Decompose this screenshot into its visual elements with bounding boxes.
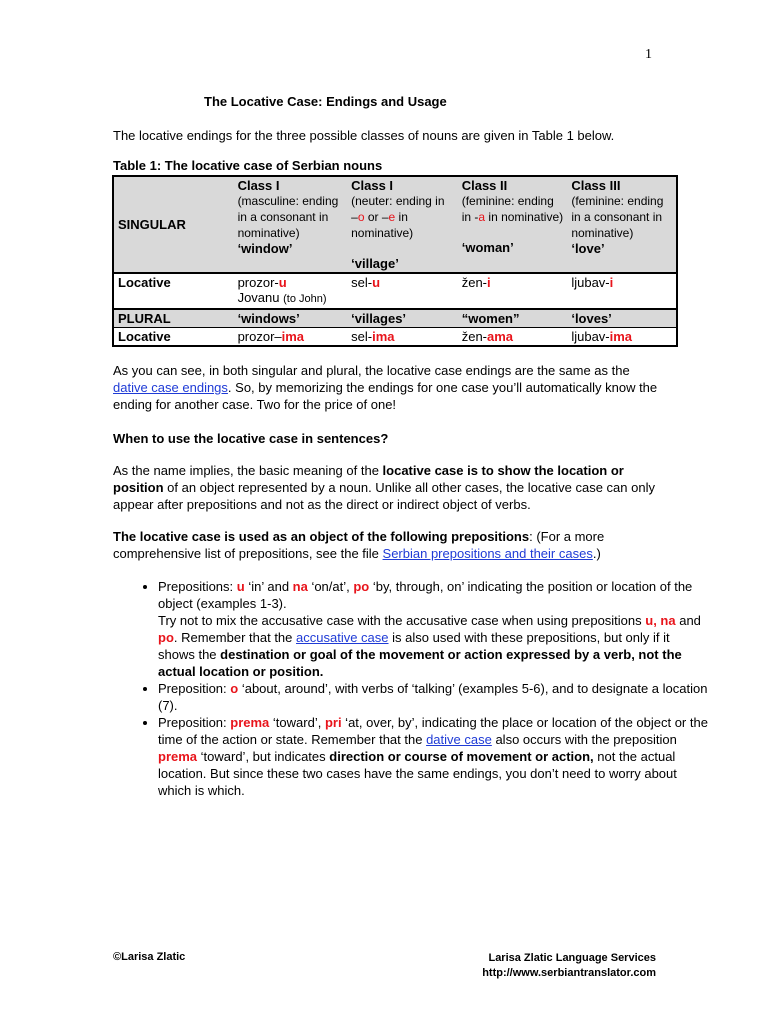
dative-endings-link[interactable]: dative case endings	[113, 380, 228, 395]
list-item-o: • Preposition: o ‘about, around’, with verbs of ‘talking’ (examples 5-6), and to designate a location (7).	[158, 680, 708, 714]
header-class1-neut: Class I (neuter: ending in –o or –e in nominative) ‘village’	[347, 176, 458, 273]
paragraph-meaning: As the name implies, the basic meaning of the locative case is to show the location or position of an object represented by a noun. Unlike all other cases, the locative case can only appear after prepositions and not as the direct or indirect object of verbs.	[113, 463, 655, 512]
prepositions-list	[113, 578, 708, 799]
dative-case-link[interactable]: dative case	[426, 732, 492, 747]
list-item-u-na-po: • Prepositions: u ‘in’ and na ‘on/at’, po ‘by, through, on’ indicating the position or location of the object (examples 1-3). Try not to mix the accusative case with the accusative case when using prepositions u, na and po. Remember that the accusative case is also used with these prepositions, but only if it shows the destination or goal of the movement or action expressed by a verb, not the actual location or position.	[158, 578, 708, 680]
paragraph-prepositions: The locative case is used as an object of the following prepositions: (For a more comprehensive list of prepositions, see the file Serbian prepositions and their cases.)	[113, 529, 605, 561]
document-title: The Locative Case: Endings and Usage	[204, 94, 447, 109]
footer-company	[474, 951, 656, 981]
page-number: 1	[645, 47, 652, 62]
intro-paragraph: The locative endings for the three possible classes of nouns are given in Table 1 below.	[113, 128, 615, 143]
list-item-prema-pri: • Preposition: prema ‘toward’, pri ‘at, over, by’, indicating the place or location of the object or the time of the action or state. Remember that the dative case also occurs with the preposition prema ‘toward’, but indicates direction or course of movement or action, not the actual location. But since these two cases have the same endings, you don’t need to worry about which is which.	[158, 714, 708, 799]
footer-url: http://www.serbiantranslator.com	[482, 967, 656, 979]
header-class2: Class II (feminine: ending in -a in nominative) ‘woman’	[458, 176, 568, 273]
accusative-case-link[interactable]: accusative case	[296, 630, 389, 645]
section-heading: When to use the locative case in sentences?	[113, 431, 389, 446]
prepositions-file-link[interactable]: Serbian prepositions and their cases	[382, 546, 593, 561]
header-class3: Class III (feminine: ending in a consonant in nominative) ‘love’	[567, 176, 677, 273]
footer-copyright: ©Larisa Zlatic	[113, 951, 186, 963]
paragraph-same-endings: As you can see, in both singular and plural, the locative case endings are the same as the dative case endings. So, by memorizing the endings for one case you’ll automatically know the ending for another case. Two for the price of one!	[113, 363, 658, 412]
header-class1-masc: Class I (masculine: ending in a consonant in nominative) ‘window’	[234, 176, 348, 273]
locative-table	[112, 175, 678, 347]
table-row-plural: PLURAL ‘windows’ ‘villages’ “women” ‘loves’	[113, 309, 677, 328]
table-caption: Table 1: The locative case of Serbian nouns	[113, 158, 383, 173]
table-header-row	[113, 176, 677, 273]
footer-company-name: Larisa Zlatic Language Services	[488, 952, 656, 964]
table-row-locative-singular: Locative prozor-u Jovanu (to John) sel-u žen-i ljubav-i	[118, 275, 614, 305]
singular-label: SINGULAR	[118, 217, 186, 232]
table-row-locative-plural: Locative prozor–ima sel-ima žen-ama ljubav-ima	[113, 328, 677, 347]
